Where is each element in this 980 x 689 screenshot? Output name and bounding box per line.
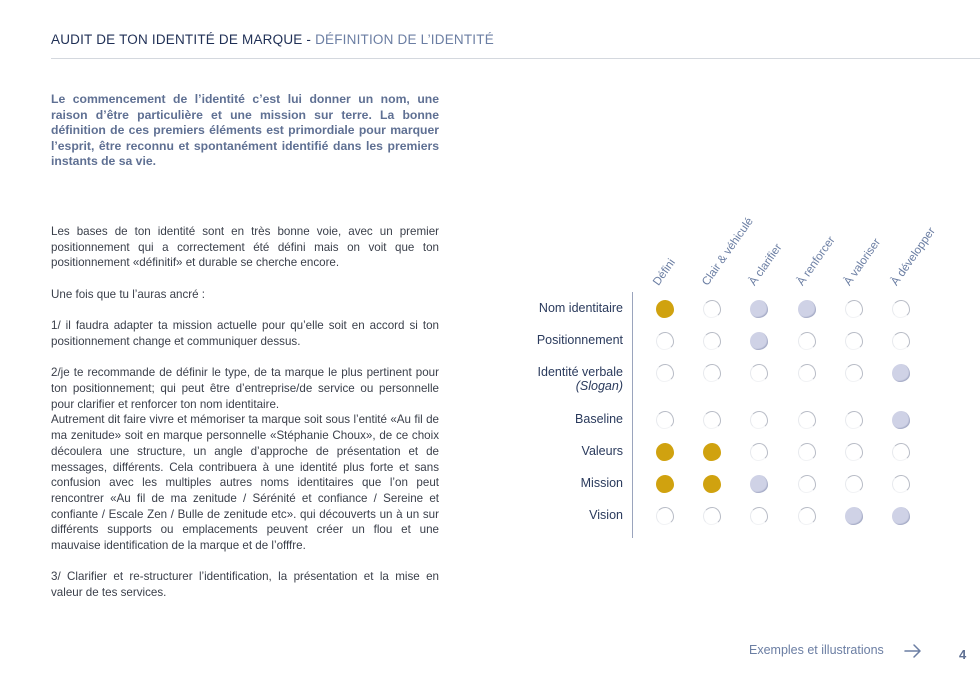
rating-dot-empty [750, 364, 768, 382]
rating-dot-empty [703, 507, 721, 525]
rating-dot-empty [798, 443, 816, 461]
row-label-text: Mission [580, 476, 623, 490]
rating-dot-lavender [892, 364, 910, 382]
page-title: AUDIT DE TON IDENTITÉ DE MARQUE - [51, 32, 316, 47]
row-label [537, 333, 623, 347]
row-label [589, 508, 623, 522]
page-subtitle: DÉFINITION DE L’IDENTITÉ [315, 32, 494, 47]
rating-dot-empty [798, 364, 816, 382]
body-paragraph-4: 2/je te recommande de définir le type, de ta marque le plus pertinent pour ton positionnement; qui peut être d’entreprise/de service ou personnelle pour clarifier et renforcer ton nom identitaire. [51, 366, 439, 411]
rating-dot-empty [798, 332, 816, 350]
rating-dot-empty [845, 332, 863, 350]
rating-dot-empty [750, 443, 768, 461]
arrow-right-icon[interactable] [904, 643, 922, 659]
rating-dot-empty [703, 411, 721, 429]
rating-dot-empty [798, 411, 816, 429]
row-label [575, 412, 623, 426]
row-label-text: Vision [589, 508, 623, 522]
row-label-note: (Slogan) [575, 379, 623, 393]
column-header: À clarifier [747, 241, 785, 288]
column-header: Clair & véhiculé [700, 215, 756, 288]
body-paragraph-3: 1/ il faudra adapter ta mission actuelle pour qu’elle soit en accord si ton positionnement change et communiquer dessus. [51, 319, 439, 348]
row-label [581, 476, 623, 490]
body-paragraph-6: 3/ Clarifier et re-structurer l’identification, la présentation et la mise en valeur de tes services. [51, 570, 439, 600]
body-paragraph-2: Une fois que tu l’auras ancré : [51, 287, 206, 301]
rating-dot-lavender [750, 475, 768, 493]
rating-dot-empty [656, 411, 674, 429]
rating-dot-empty [892, 300, 910, 318]
rating-dot-empty [845, 475, 863, 493]
rating-dot-empty [892, 443, 910, 461]
column-header: À renforcer [795, 234, 838, 288]
examples-link[interactable]: Exemples et illustrations [749, 643, 884, 657]
rating-dot-empty [892, 475, 910, 493]
rating-dot-gold [656, 443, 674, 461]
rating-dot-gold [656, 475, 674, 493]
rating-dot-lavender [750, 332, 768, 350]
rating-dot-empty [845, 443, 863, 461]
matrix-axis-line [632, 292, 633, 538]
rating-dot-lavender [892, 507, 910, 525]
body-paragraph-5: Autrement dit faire vivre et mémoriser ta marque soit sous l’entité «Au fil de ma zenitude» soit en marque personnelle «Stéphanie Choux», de ce choix découlera une structure, un angle d’approche de présentation et de messages, différents. Cela contribuera à une identité plus forte et sans confusion avec les multiples autres noms identitaires que l’on peut rencontrer «Au fil de ma zenitude / Sérénité et confiance / Sereine et confiante / Escale Zen / Bulle de zenitude etc». qui découverts un à un sur différents supports ou emplacements peuvent créer un flou et une mauvaise identification de la marque et de l’offfre. [51, 413, 439, 553]
row-label-text: Nom identitaire [538, 301, 623, 315]
rating-dot-empty [656, 364, 674, 382]
rating-dot-empty [845, 364, 863, 382]
rating-dot-lavender [798, 300, 816, 318]
column-header: Défini [651, 257, 678, 288]
row-label [539, 301, 623, 315]
row-label-text: Valeurs [581, 444, 623, 458]
column-header: À développer [889, 225, 938, 288]
rating-dot-empty [845, 411, 863, 429]
body-paragraph-1: Les bases de ton identité sont en très bonne voie, avec un premier positionnement qui a correctement été défini mais on voit que ton positionnement «définitif» et durable se cherche encore. [51, 225, 439, 270]
row-label [538, 365, 623, 393]
rating-dot-empty [703, 332, 721, 350]
intro-paragraph: Le commencement de l’identité c’est lui donner un nom, une raison d’être particulière et une mission sur terre. La bonne définition de ces premiers éléments est primordiale pour marquer l’esprit, être reconnu et spontanément identifié dans les premiers instants de sa vie. [51, 92, 439, 169]
row-label-text: Identité verbale [537, 365, 623, 379]
rating-dot-empty [656, 332, 674, 350]
rating-dot-empty [892, 332, 910, 350]
column-header: À valoriser [842, 236, 884, 288]
rating-dot-empty [750, 411, 768, 429]
rating-dot-empty [703, 300, 721, 318]
rating-dot-lavender [750, 300, 768, 318]
page-number: 4 [959, 647, 967, 662]
rating-dot-empty [798, 475, 816, 493]
row-label [582, 444, 623, 458]
rating-dot-gold [703, 475, 721, 493]
rating-dot-lavender [892, 411, 910, 429]
row-label-text: Baseline [575, 412, 623, 426]
rating-dot-empty [798, 507, 816, 525]
rating-dot-gold [703, 443, 721, 461]
rating-dot-empty [656, 507, 674, 525]
row-label-text: Positionnement [536, 333, 623, 347]
rating-dot-empty [750, 507, 768, 525]
rating-dot-lavender [845, 507, 863, 525]
rating-dot-empty [703, 364, 721, 382]
rating-dot-gold [656, 300, 674, 318]
rating-dot-empty [845, 300, 863, 318]
